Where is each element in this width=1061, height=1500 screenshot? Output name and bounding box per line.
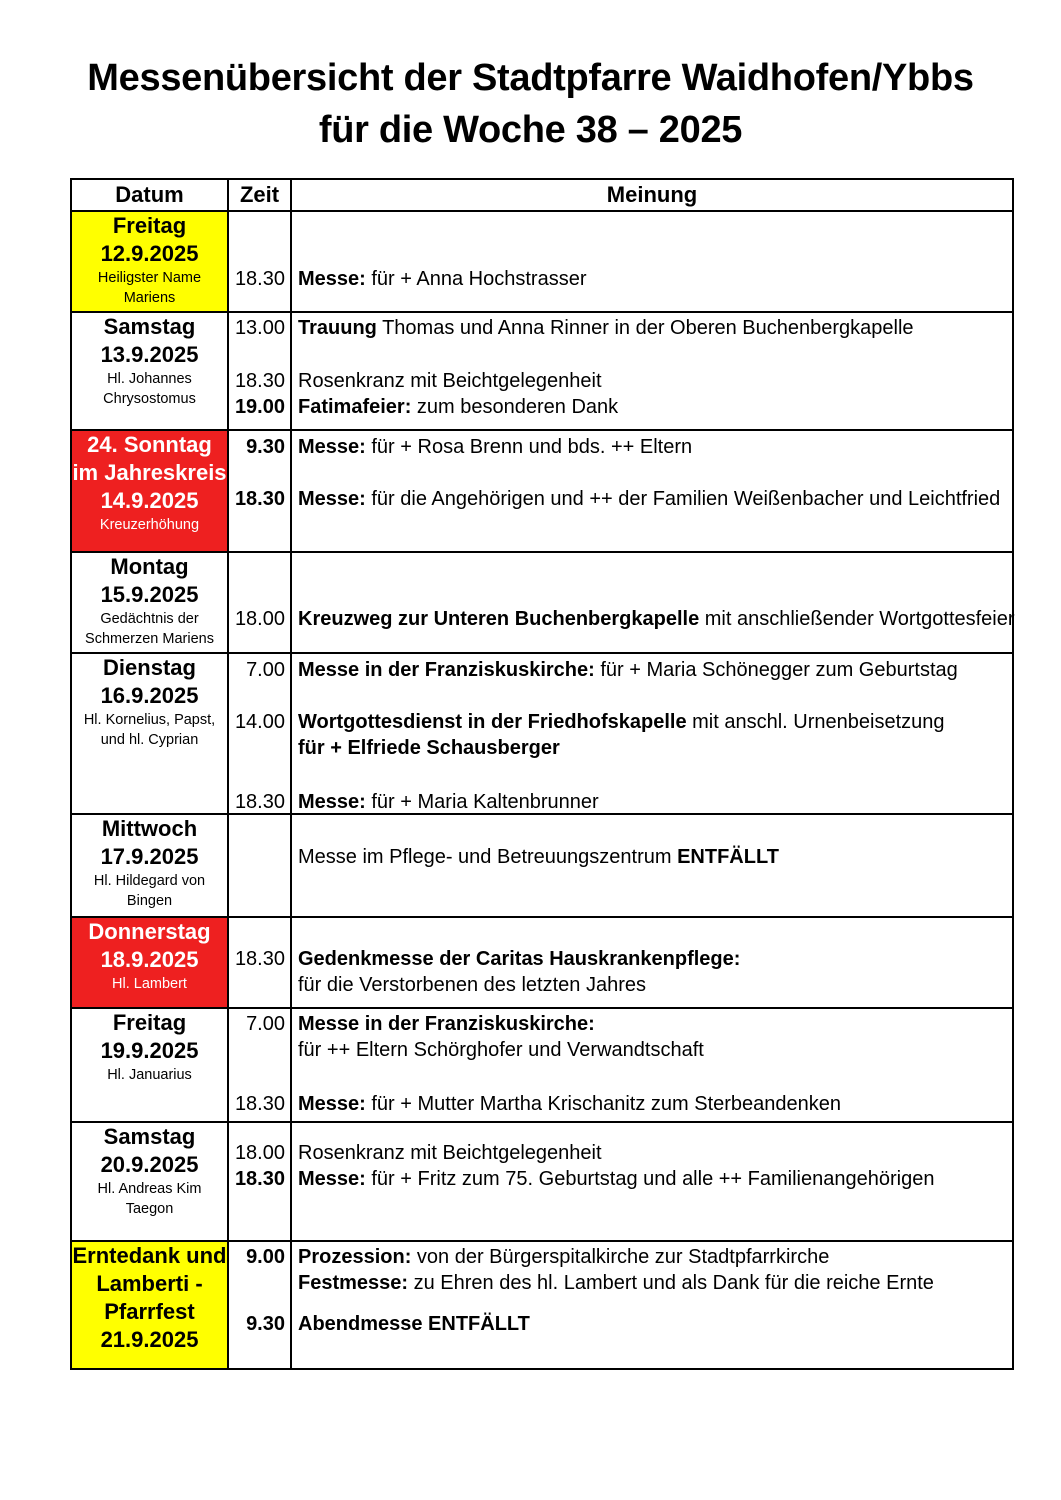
schedule-row <box>71 814 1013 917</box>
meinung-bold-text: Messe: <box>298 268 366 290</box>
meinung-text: mit anschl. Urnenbeisetzung <box>686 711 945 733</box>
header-zeit: Zeit <box>228 179 291 211</box>
meinung-line <box>292 844 1012 870</box>
date-label: 16.9.2025 <box>100 683 199 708</box>
day-label: Samstag <box>103 314 196 339</box>
time-label: 18.30 <box>234 370 285 392</box>
meinung-line <box>292 266 1012 292</box>
date-cell <box>71 1241 228 1369</box>
time-label: 13.00 <box>234 317 285 339</box>
day-label: 24. Sonntag <box>87 432 212 457</box>
time-cell <box>228 211 291 312</box>
meinung-line <box>292 657 1012 683</box>
date-label: 19.9.2025 <box>100 1038 199 1063</box>
header-meinung: Meinung <box>291 179 1013 211</box>
feast-label: Gedächtnis der <box>100 611 199 627</box>
date-cell <box>71 653 228 814</box>
day-label: Donnerstag <box>88 919 211 944</box>
date-cell <box>71 1122 228 1241</box>
meinung-cell <box>291 312 1013 430</box>
meinung-cell <box>291 917 1013 1008</box>
day-label: Pfarrfest <box>104 1299 195 1324</box>
meinung-bold-text: Prozession: <box>298 1246 412 1268</box>
time-label: 18.00 <box>234 608 285 630</box>
date-label: 14.9.2025 <box>100 488 199 513</box>
date-label: 13.9.2025 <box>100 342 199 367</box>
meinung-text: für die Angehörigen und ++ der Familien Weißenbacher und Leichtfried <box>365 488 1001 510</box>
meinung-line <box>292 606 1015 632</box>
time-label: 7.00 <box>246 659 285 681</box>
feast-label: Chrysostomus <box>103 391 196 407</box>
meinung-bold-text: Messe in der Franziskuskirche: <box>298 659 595 681</box>
meinung-text: mit anschließender Wortgottesfeier <box>699 608 1015 630</box>
meinung-text: für + Maria Schönegger zum Geburtstag <box>594 659 958 681</box>
meinung-line <box>292 946 1012 972</box>
meinung-cell <box>291 552 1013 653</box>
meinung-line <box>292 1311 1012 1337</box>
schedule-row <box>71 430 1013 552</box>
schedule-row <box>71 312 1013 430</box>
time-label: 18.30 <box>234 268 285 290</box>
feast-label: Hl. Andreas Kim <box>97 1181 202 1197</box>
feast-label: Hl. Johannes <box>107 371 192 387</box>
meinung-text: zu Ehren des hl. Lambert und als Dank für die reiche Ernte <box>408 1272 934 1294</box>
meinung-bold-text: Messe: <box>298 1093 366 1115</box>
meinung-bold-text: ENTFÄLLT <box>677 846 779 868</box>
time-label: 19.00 <box>234 396 285 418</box>
meinung-line <box>292 486 1012 512</box>
date-cell <box>71 814 228 917</box>
time-label: 9.30 <box>246 436 285 458</box>
meinung-text: Rosenkranz mit Beichtgelegenheit <box>298 370 602 392</box>
meinung-text: für + Mutter Martha Krischanitz zum Sterbeandenken <box>365 1093 842 1115</box>
meinung-bold-text: Messe: <box>298 1168 366 1190</box>
time-cell <box>228 552 291 653</box>
date-label: 17.9.2025 <box>100 844 199 869</box>
meinung-line <box>292 434 1012 460</box>
schedule-row <box>71 1122 1013 1241</box>
meinung-bold-text: Kreuzweg zur Unteren Buchenbergkapelle <box>298 608 700 630</box>
feast-label: Hl. Kornelius, Papst, <box>83 712 216 728</box>
meinung-line <box>292 1037 1012 1063</box>
schedule-row <box>71 1008 1013 1122</box>
day-label: Dienstag <box>103 655 196 680</box>
feast-label: Mariens <box>123 290 176 306</box>
date-label: 12.9.2025 <box>100 241 199 266</box>
feast-label: Hl. Hildegard von <box>93 873 206 889</box>
date-cell <box>71 430 228 552</box>
schedule-row <box>71 1241 1013 1369</box>
feast-label: Bingen <box>126 893 173 909</box>
title-line-1: Messenübersicht der Stadtpfarre Waidhofen/Ybbs <box>87 57 974 99</box>
meinung-bold-text: Festmesse: <box>298 1272 409 1294</box>
time-cell <box>228 653 291 814</box>
meinung-line <box>292 1011 1012 1037</box>
page-title <box>0 52 1061 156</box>
meinung-line <box>292 789 1012 815</box>
meinung-cell <box>291 1122 1013 1241</box>
header-row <box>71 179 1013 211</box>
time-label: 9.30 <box>246 1313 285 1335</box>
meinung-bold-text: für + Elfriede Schausberger <box>298 737 560 759</box>
meinung-bold-text: Wortgottesdienst in der Friedhofskapelle <box>298 711 687 733</box>
meinung-text: für + Maria Kaltenbrunner <box>365 791 599 813</box>
meinung-text: Messe im Pflege- und Betreuungszentrum <box>298 846 678 868</box>
meinung-line <box>292 394 1012 420</box>
meinung-text: für die Verstorbenen des letzten Jahres <box>298 974 646 996</box>
meinung-bold-text: Messe: <box>298 488 366 510</box>
time-label: 18.00 <box>234 1142 285 1164</box>
meinung-text: für + Rosa Brenn und bds. ++ Eltern <box>365 436 693 458</box>
meinung-cell <box>291 430 1013 552</box>
meinung-text: von der Bürgerspitalkirche zur Stadtpfarrkirche <box>411 1246 830 1268</box>
meinung-bold-text: Abendmesse ENTFÄLLT <box>298 1313 530 1335</box>
header-datum: Datum <box>71 179 228 211</box>
day-label: Mittwoch <box>101 816 198 841</box>
day-label: Montag <box>110 554 189 579</box>
meinung-cell <box>291 1241 1013 1369</box>
feast-label: Kreuzerhöhung <box>99 517 200 533</box>
meinung-bold-text: Messe: <box>298 436 366 458</box>
time-cell <box>228 917 291 1008</box>
meinung-bold-text: Messe: <box>298 791 366 813</box>
meinung-line <box>292 709 1012 735</box>
schedule-row <box>71 552 1013 653</box>
day-label: im Jahreskreis <box>72 460 227 485</box>
day-label: Erntedank und <box>72 1243 227 1268</box>
time-label: 18.30 <box>234 1168 285 1190</box>
meinung-text: für + Anna Hochstrasser <box>365 268 587 290</box>
meinung-text: zum besonderen Dank <box>411 396 619 418</box>
day-label: Freitag <box>112 213 187 238</box>
time-label: 14.00 <box>234 711 285 733</box>
time-cell <box>228 814 291 917</box>
meinung-bold-text: Messe in der Franziskuskirche: <box>298 1013 595 1035</box>
meinung-line <box>292 1091 1012 1117</box>
meinung-line <box>292 735 1012 761</box>
date-cell <box>71 211 228 312</box>
meinung-line <box>292 1166 1012 1192</box>
schedule-row <box>71 211 1013 312</box>
feast-label: Taegon <box>125 1201 174 1217</box>
time-cell <box>228 430 291 552</box>
schedule-row <box>71 917 1013 1008</box>
date-cell <box>71 917 228 1008</box>
time-label: 7.00 <box>246 1013 285 1035</box>
meinung-bold-text: Gedenkmesse der Caritas Hauskrankenpflege: <box>298 948 741 970</box>
time-cell <box>228 1008 291 1122</box>
date-label: 21.9.2025 <box>100 1327 199 1352</box>
meinung-cell <box>291 653 1013 814</box>
meinung-line <box>292 1270 1012 1296</box>
day-label: Freitag <box>112 1010 187 1035</box>
date-label: 18.9.2025 <box>100 947 199 972</box>
schedule-row <box>71 653 1013 814</box>
feast-label: Schmerzen Mariens <box>85 631 214 647</box>
day-label: Lamberti - <box>96 1271 203 1296</box>
meinung-cell <box>291 211 1013 312</box>
time-cell <box>228 1241 291 1369</box>
date-cell <box>71 312 228 430</box>
meinung-line <box>292 972 1012 998</box>
date-label: 20.9.2025 <box>100 1152 199 1177</box>
meinung-cell <box>291 1008 1013 1122</box>
day-label: Samstag <box>103 1124 196 1149</box>
time-label: 18.30 <box>234 791 285 813</box>
time-label: 9.00 <box>246 1246 285 1268</box>
meinung-cell <box>291 814 1013 917</box>
schedule-table <box>70 178 1014 1370</box>
meinung-line <box>292 368 1012 394</box>
meinung-line <box>292 315 1012 341</box>
title-line-2: für die Woche 38 – 2025 <box>318 109 743 151</box>
meinung-line <box>292 1244 1012 1270</box>
time-label: 18.30 <box>234 488 285 510</box>
date-label: 15.9.2025 <box>100 582 199 607</box>
date-cell <box>71 1008 228 1122</box>
feast-label: und hl. Cyprian <box>100 732 199 748</box>
time-label: 18.30 <box>234 1093 285 1115</box>
meinung-text: Thomas und Anna Rinner in der Oberen Buchenbergkapelle <box>376 317 914 339</box>
feast-label: Hl. Lambert <box>112 976 187 992</box>
meinung-bold-text: Fatimafeier: <box>298 396 412 418</box>
time-cell <box>228 1122 291 1241</box>
time-cell <box>228 312 291 430</box>
meinung-bold-text: Trauung <box>298 317 377 339</box>
date-cell <box>71 552 228 653</box>
feast-label: Heiligster Name <box>97 270 202 286</box>
meinung-text: Rosenkranz mit Beichtgelegenheit <box>298 1142 602 1164</box>
meinung-text: für ++ Eltern Schörghofer und Verwandtschaft <box>298 1039 704 1061</box>
feast-label: Hl. Januarius <box>107 1067 192 1083</box>
meinung-line <box>292 1140 1012 1166</box>
meinung-text: für + Fritz zum 75. Geburtstag und alle ++ Familienangehörigen <box>365 1168 935 1190</box>
time-label: 18.30 <box>234 948 285 970</box>
